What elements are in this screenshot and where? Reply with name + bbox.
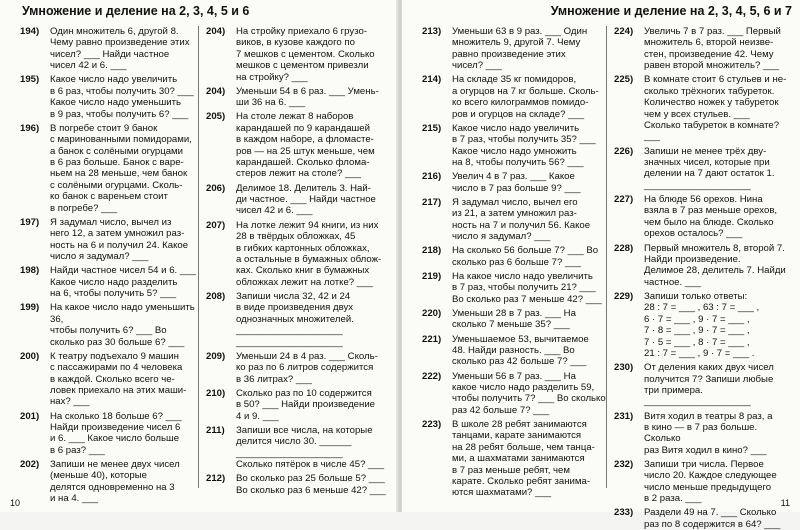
problem-number: 229) (614, 290, 634, 302)
problem-item (422, 308, 606, 331)
problem-text: На лотке лежит 94 книги, из них 28 в твёрдых обложках, 45 в гибких картонных обложках, а остальные в бумажных облож- ках. Сколько книг в бумажных обложках лежит на лотке? ___ (236, 219, 382, 288)
problem-text: Уменьши 54 в 6 раз. ___ Умень- ши 36 на 6. ___ (236, 85, 379, 109)
left-page-number: 10 (10, 498, 21, 508)
problem-text: Я задумал число, вычел из него 12, а затем умножил раз- ность на 6 и получил 24. Какое число я задумал? ___ (50, 216, 189, 263)
problem-text: Найди частное чисел 54 и 6. ___ Какое число надо разделить на 6, чтобы получить 5? ___ (50, 265, 196, 300)
problem-number: 195) (20, 74, 40, 86)
problem-text: Запиши числа 32, 42 и 24 в виде произведения двух однозначных множителей. ____________________ ____________________ (236, 290, 354, 348)
problem-item (206, 86, 392, 109)
problem-text: На сколько 56 больше 7? ___ Во сколько раз 6 больше 7? ___ (452, 245, 599, 268)
problem-item (422, 74, 606, 120)
problem-number: 218) (422, 245, 442, 257)
problem-item (20, 411, 198, 457)
problem-text: Уменьши 24 в 4 раз. ___ Сколь- ко раз по 6 литров содержится в 36 литрах? ___ (236, 350, 378, 385)
problem-text: Во сколько раз 25 больше 5? ___ Во сколько раз 6 меньше 42? ___ (236, 473, 386, 496)
problem-item (206, 26, 392, 83)
problem-text: Увелич 4 в 7 раз. ___ Какое число в 7 раз больше 9? ___ (452, 171, 581, 194)
problem-item (422, 245, 606, 268)
problem-text: От деления каких двух чисел получится 7? Запиши любые три примера. ____________________ (644, 362, 774, 408)
problem-number: 196) (20, 122, 40, 134)
problem-item (614, 291, 794, 359)
problem-text: В погребе стоит 9 банок с маринованными помидорами, а банок с солёными огурцами в 6 раз больше. Банок с варе- ньем на 28 меньше, чем банок с солёными огурцами. Сколь- ко банок с вареньем стоит в погребе? ___ (50, 122, 192, 214)
problem-number: 220) (422, 307, 442, 319)
problem-item (422, 171, 606, 194)
problem-item (614, 362, 794, 408)
problem-number: 194) (20, 26, 40, 37)
problem-text: Витя ходил в театры 8 раз, а в кино — в 7 раз больше. Сколько раз Витя ходил в кино? ___ (644, 410, 773, 456)
problem-number: 233) (614, 507, 634, 519)
problem-item (206, 220, 392, 288)
problem-text: На какое число надо уменьшить 36, чтобы получить 6? ___ Во сколько раз 30 больше 6? ___ (50, 302, 195, 348)
problem-number: 213) (422, 26, 442, 37)
problem-text: Первый множитель 8, второй 7. Найди произведение. Делимое 28, делитель 7. Найди частное. ___ (644, 242, 786, 288)
problem-item (206, 351, 392, 385)
problem-item (20, 123, 198, 214)
problem-item (614, 26, 794, 72)
problem-text: К театру подъехало 9 машин с пассажирами по 4 человека в каждой. Сколько всего че- ловек приехало на этих маши- нах? ___ (50, 350, 187, 408)
problem-number: 201) (20, 410, 40, 422)
problem-text: Раздели 49 на 7. ___ Сколько раз по 8 содержится в 64? ___ (644, 507, 781, 530)
problem-item (20, 459, 198, 505)
problem-number: 206) (206, 182, 226, 194)
problem-number: 219) (422, 270, 442, 282)
problem-number: 210) (206, 387, 226, 399)
problem-item (422, 271, 606, 305)
problem-number: 205) (206, 111, 226, 123)
problem-text: На столе лежат 8 наборов карандашей по 9 карандашей в каждом наборе, а фломасте- ров — на 25 штук меньше, чем карандашей. Сколько флома- стеров лежит на столе? ___ (236, 111, 375, 180)
problem-number: 200) (20, 350, 40, 362)
problem-text: На сколько 18 больше 6? ___ Найди произведение чисел 6 и 6. ___ Какое число больше в 6 раз? ___ (50, 410, 182, 456)
problem-text: В комнате стоит 6 стульев и не- сколько трёхногих табуреток. Количество ножек у табуреток чем у всех стульев. ___ Сколько табуреток в комнате? ___ (644, 74, 787, 143)
problem-number: 204) (206, 26, 226, 37)
problem-number: 228) (614, 242, 634, 254)
problem-text: Сколько раз по 10 содержится в 50? ___ Найди произведение 4 и 9. ___ (236, 387, 376, 422)
problem-item (422, 123, 606, 169)
problem-number: 225) (614, 74, 634, 86)
problem-item (422, 419, 606, 499)
problem-item (20, 265, 198, 299)
problem-item (614, 74, 794, 142)
problem-number: 222) (422, 370, 442, 382)
problem-text: Уменьши 28 в 7 раз. ___ На сколько 7 меньше 35? ___ (452, 307, 576, 331)
problem-number: 231) (614, 410, 634, 422)
left-page-title: Умножение и деление на 2, 3, 4, 5 и 6 (22, 4, 250, 18)
problem-item (614, 243, 794, 289)
problem-item (20, 217, 198, 263)
problem-number: 223) (422, 418, 442, 430)
problem-number: 224) (614, 26, 634, 37)
problem-text: В школе 28 ребят занимаются танцами, карате занимаются на 28 ребят больше, чем танца- ми, а шахматами занимаются в 7 раз меньше ребят, чем карате. Сколько ребят занима- ются шахматами? ___ (452, 418, 595, 499)
problem-item (206, 425, 392, 471)
problem-item (422, 334, 606, 368)
problem-text: Какое число надо увеличить в 6 раз, чтобы получить 30? ___ Какое число надо уменьшить в 9 раз, чтобы получить 6? ___ (50, 74, 194, 120)
right-page-number: 11 (780, 498, 790, 508)
problem-item (206, 111, 392, 179)
problem-number: 197) (20, 216, 40, 228)
problem-number: 215) (422, 122, 442, 134)
problem-item (614, 194, 794, 240)
problem-number: 230) (614, 362, 634, 374)
problem-text: Какое число надо увеличить в 7 раз, чтобы получить 35? ___ Какое число надо умножить на 8, чтобы получить 56? ___ (452, 122, 596, 169)
problem-number: 198) (20, 265, 40, 277)
right-page-title: Умножение и деление на 2, 3, 4, 5, 6 и 7 (550, 4, 792, 18)
problem-text: На какое число надо увеличить в 7 раз, чтобы получить 21? ___ Во сколько раз 7 меньше 42? ___ (452, 270, 602, 305)
problem-item (20, 74, 198, 120)
problem-text: Один множитель 6, другой 8. Чему равно произведение этих чисел? ___ Найди частное чисел 42 и 6. ___ (50, 26, 190, 72)
problem-number: 207) (206, 219, 226, 231)
right-page (402, 0, 800, 530)
left-page (0, 0, 398, 512)
problem-text: Запиши только ответы: 28 : 7 = ___ , 63 : 7 = ___ , 6 · 7 = ___ , 9 · 7 = ___ , 7 · 8 = ___ , 9 · 7 = ___ , 7 · 5 = ___ , 8 · 7 = ___ , 21 : 7 = ___ , 9 · 7 = ___ . (644, 290, 760, 359)
problem-item (614, 146, 794, 192)
problem-number: 217) (422, 196, 442, 208)
problem-number: 226) (614, 145, 634, 157)
problem-number: 202) (20, 459, 40, 470)
problem-item (422, 26, 606, 72)
problem-text: Увеличь 7 в 7 раз. ___ Первый множитель 6, второй неизве- стен, произведение 42. Чему равен второй множитель? ___ (644, 26, 781, 72)
problem-item (206, 388, 392, 422)
problem-text: Уменьшаемое 53, вычитаемое 48. Найди разность. ___ Во сколько раз 42 больше 7? ___ (452, 333, 589, 368)
problem-text: Запиши три числа. Первое число 20. Каждое следующее число меньше предыдущего в 2 раза. ___ (644, 459, 777, 505)
problem-item (206, 291, 392, 348)
problem-text: На стройку приехало 6 грузо- виков, в кузове каждого по 7 мешков с цементом. Сколько мешков с цементом привезли на стройку? ___ (236, 26, 375, 83)
problem-number: 232) (614, 459, 634, 470)
problem-item (614, 411, 794, 457)
problem-number: 204) (206, 85, 226, 97)
problem-number: 211) (206, 424, 225, 436)
problem-number: 214) (422, 74, 442, 86)
left-column-1 (20, 26, 199, 505)
problem-text: Уменьши 56 в 7 раз. ___ На какое число надо разделить 59, чтобы получить 7? ___ Во сколько раз 42 больше 7? ___ (452, 370, 606, 416)
problem-number: 199) (20, 302, 40, 314)
problem-item (20, 351, 198, 408)
problem-number: 227) (614, 194, 634, 206)
right-column-1 (422, 26, 607, 499)
problem-item (422, 197, 606, 243)
problem-text: Запиши все числа, на которые делится число 30. ______ ____________________ Сколько пятёрок в числе 45? ___ (236, 424, 385, 470)
problem-text: На блюде 56 орехов. Нина взяла в 7 раз меньше орехов, чем было на блюде. Сколько орехов осталось? ___ (644, 194, 778, 240)
problem-text: Запиши не менее трёх дву- значных чисел, которые при делении на 7 дают остаток 1. ____________________ (644, 145, 775, 191)
problem-item (206, 473, 392, 496)
problem-number: 221) (422, 333, 442, 345)
problem-number: 209) (206, 350, 226, 362)
problem-text: На складе 35 кг помидоров, а огурцов на 7 кг больше. Сколь- ко всего килограммов помидо- ров и огурцов на складе? ___ (452, 74, 599, 120)
problem-item (206, 183, 392, 217)
problem-item (614, 459, 794, 505)
problem-number: 216) (422, 171, 442, 183)
problem-text: Я задумал число, вычел его из 21, а затем умножил раз- ность на 7 и получил 56. Какое число я задумал? ___ (452, 196, 591, 243)
problem-item (20, 302, 198, 348)
problem-item (614, 507, 794, 530)
problem-item (20, 26, 198, 72)
problem-number: 208) (206, 290, 226, 302)
problem-number: 212) (206, 473, 226, 485)
left-column-2 (206, 26, 392, 496)
problem-item (422, 371, 606, 417)
problem-text: Делимое 18. Делитель 3. Най- ди частное. ___ Найди частное чисел 42 и 6. ___ (236, 182, 376, 217)
problem-text: Запиши не менее двух чисел (меньше 40), которые делятся одновременно на 3 и на 4. ___ (50, 459, 180, 505)
problem-text: Уменьши 63 в 9 раз. ___ Один множитель 9, другой 7. Чему равно произведение этих чисел? ___ (452, 26, 588, 72)
